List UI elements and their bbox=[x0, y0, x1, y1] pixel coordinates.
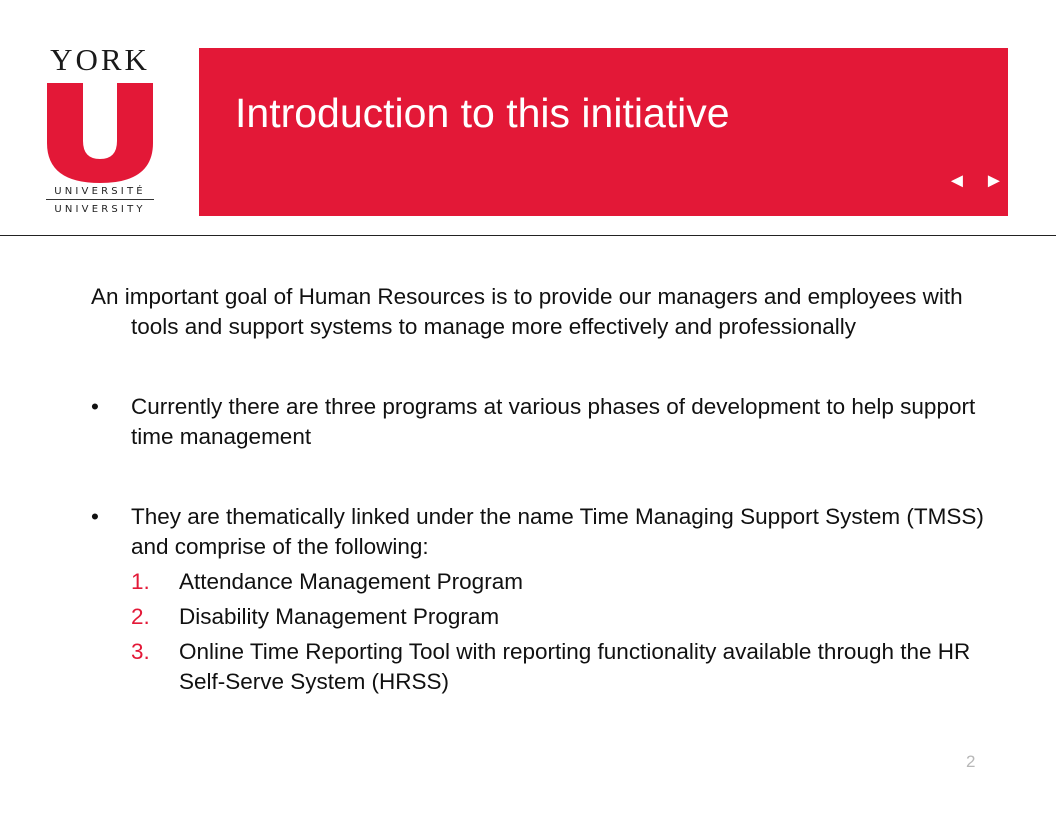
bullet-mark: • bbox=[91, 504, 99, 529]
previous-slide-icon[interactable]: ◄ bbox=[947, 170, 967, 192]
list-number: 2. bbox=[131, 604, 150, 629]
logo-york-wordmark: YORK bbox=[50, 42, 150, 77]
list-item-text: Attendance Management Program bbox=[179, 569, 523, 594]
logo-divider bbox=[46, 199, 154, 200]
bullet-text: Currently there are three programs at various phases of development to help support time management bbox=[131, 394, 976, 449]
slide-title: Introduction to this initiative bbox=[235, 90, 730, 136]
program-list-item bbox=[131, 637, 991, 697]
header-divider bbox=[0, 235, 1056, 236]
bullet-text: They are thematically linked under the name Time Managing Support System (TMSS) and comprise of the following: bbox=[131, 504, 984, 559]
next-slide-icon[interactable]: ► bbox=[984, 170, 1004, 192]
bullet-item bbox=[91, 392, 991, 452]
logo-u-mark-icon bbox=[47, 83, 153, 183]
list-number: 1. bbox=[131, 569, 150, 594]
program-list-item bbox=[131, 567, 991, 597]
bullet-mark: • bbox=[91, 394, 99, 419]
york-university-logo bbox=[44, 44, 156, 220]
title-banner bbox=[199, 48, 1008, 216]
list-item-text: Disability Management Program bbox=[179, 604, 500, 629]
page-number: 2 bbox=[966, 752, 976, 771]
list-item-text: Online Time Reporting Tool with reporting functionality available through the HR Self-Serve System (HRSS) bbox=[179, 639, 971, 694]
program-list bbox=[131, 567, 991, 697]
logo-universite-text: UNIVERSITÉ bbox=[54, 186, 146, 197]
intro-paragraph: An important goal of Human Resources is to provide our managers and employees with tools and support systems to manage more effectively and professionally bbox=[91, 284, 963, 339]
program-list-item bbox=[131, 602, 991, 632]
bullet-item bbox=[91, 502, 991, 562]
logo-university-text: UNIVERSITY bbox=[54, 204, 146, 215]
slide-body bbox=[91, 282, 991, 697]
list-number: 3. bbox=[131, 639, 150, 664]
